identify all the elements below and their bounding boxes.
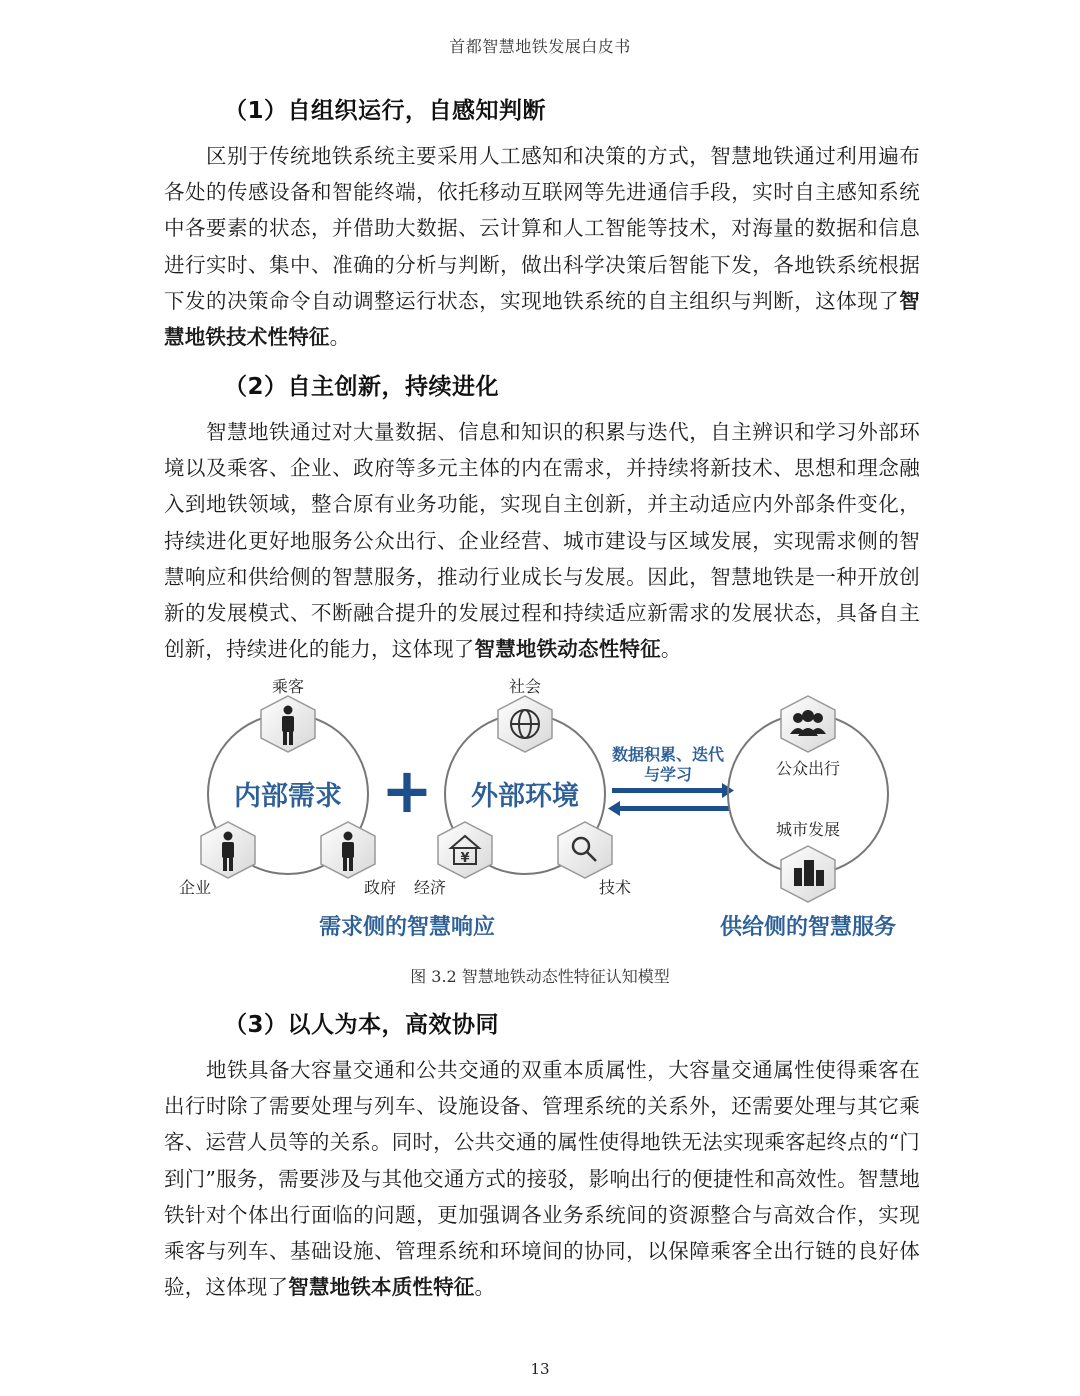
public-travel-node bbox=[781, 696, 835, 752]
paragraph-3-emphasis: 智慧地铁本质性特征 bbox=[288, 1275, 475, 1300]
paragraph-1-text: 区别于传统地铁系统主要采用人工感知和决策的方式，智慧地铁通过利用遍布各处的传感设备和智能终端，依托移动互联网等先进通信手段，实时自主感知系统中各要素的状态，并借助大数据、云计算和人工智能等技术，对海量的数据和信息进行实时、集中、准确的分析与判断，做出科学决策后智能下发，各地铁系统根据下发的决策命令自动调整运行状态，实现地铁系统的自主组织与判断，这体现了 bbox=[164, 144, 920, 313]
paragraph-1-ending: 。 bbox=[329, 325, 351, 350]
cognitive-model-figure bbox=[160, 672, 920, 957]
economy-node bbox=[438, 822, 492, 878]
bidirectional-arrow bbox=[608, 783, 734, 816]
paragraph-3-text: 地铁具备大容量交通和公共交通的双重本质属性，大容量交通属性使得乘客在出行时除了需要处理与列车、设施设备、管理系统的关系外，还需要处理与其它乘客、运营人员等的关系。同时，公共交通的属性使得地铁无法实现乘客起终点的“门到门”服务，需要涉及与其他交通方式的接驳，影响出行的便捷性和高效性。智慧地铁针对个体出行面临的问题，更加强调各业务系统间的资源整合与高效合作，实现乘客与列车、基础设施、管理系统和环境间的协同，以保障乘客全出行链的良好体验，这体现了 bbox=[164, 1058, 920, 1300]
arrow-label-line2: 与学习 bbox=[643, 765, 693, 784]
section-title-3: （3）以人为本，高效协同 bbox=[224, 1012, 500, 1038]
page-header: 首都智慧地铁发展白皮书 bbox=[449, 37, 631, 56]
paragraph-2-text: 智慧地铁通过对大量数据、信息和知识的积累与迭代，自主辨识和学习外部环境以及乘客、企业、政府等多元主体的内在需求，并持续将新技术、思想和理念融入到地铁领域，整合原有业务功能，实现自主创新，并主动适应内外部条件变化，持续进化更好地服务公众出行、企业经营、城市建设与区域发展，实现需求侧的智慧响应和供给侧的智慧服务，推动行业成长与发展。因此，智慧地铁是一种开放创新的发展模式、不断融合提升的发展过程和持续适应新需求的发展状态，具备自主创新，持续进化的能力，这体现了 bbox=[164, 420, 920, 662]
economy-label: 经济 bbox=[413, 878, 447, 897]
government-node bbox=[321, 822, 375, 878]
supply-side-caption: 供给侧的智慧服务 bbox=[719, 915, 897, 940]
society-label: 社会 bbox=[508, 677, 542, 696]
paragraph-1-emphasis: 智慧地铁技术性特征 bbox=[164, 288, 920, 350]
arrow-label-line1: 数据积累、迭代 bbox=[611, 745, 725, 764]
figure-caption: 图 3.2 智慧地铁动态性特征认知模型 bbox=[410, 967, 670, 986]
public-travel-label: 公众出行 bbox=[775, 759, 841, 778]
paragraph-2 bbox=[164, 414, 920, 667]
technology-node bbox=[558, 822, 612, 878]
government-label: 政府 bbox=[363, 878, 397, 897]
city-development-node bbox=[781, 846, 835, 902]
city-development-label: 城市发展 bbox=[775, 820, 841, 839]
passenger-node bbox=[261, 696, 315, 752]
section-title-1: （1）自组织运行，自感知判断 bbox=[224, 98, 547, 124]
paragraph-3-ending: 。 bbox=[474, 1275, 496, 1300]
paragraph-2-emphasis: 智慧地铁动态性特征 bbox=[474, 637, 661, 662]
external-environment-label: 外部环境 bbox=[471, 781, 579, 812]
paragraph-2-ending: 。 bbox=[660, 637, 682, 662]
society-node bbox=[498, 696, 552, 752]
paragraph-3 bbox=[164, 1052, 920, 1305]
plus-sign: + bbox=[381, 754, 433, 827]
section-title-2: （2）自主创新，持续进化 bbox=[224, 374, 500, 400]
technology-label: 技术 bbox=[598, 878, 632, 897]
svg-text:¥: ¥ bbox=[460, 851, 470, 866]
enterprise-node bbox=[201, 822, 255, 878]
passenger-label: 乘客 bbox=[271, 677, 305, 696]
internal-demand-label: 内部需求 bbox=[234, 781, 342, 812]
enterprise-label: 企业 bbox=[178, 878, 212, 897]
demand-side-caption: 需求侧的智慧响应 bbox=[318, 915, 496, 940]
paragraph-1 bbox=[164, 138, 920, 355]
page-number: 13 bbox=[530, 1360, 550, 1378]
